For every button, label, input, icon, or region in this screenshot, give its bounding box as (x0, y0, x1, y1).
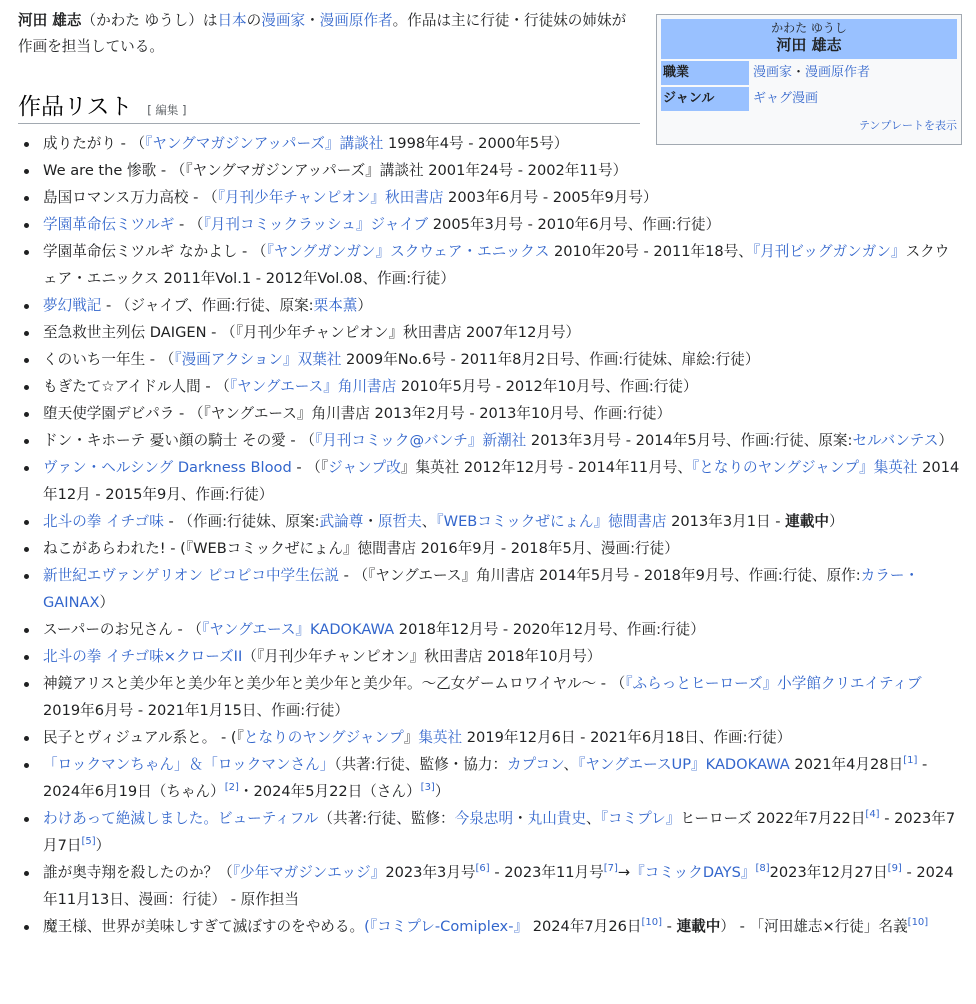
infobox-label: 職業 (661, 61, 749, 85)
wiki-link[interactable]: 新潮社 (482, 432, 527, 449)
text-run: ・ (305, 12, 320, 29)
text-run: ） (828, 513, 844, 530)
text-run: ） (95, 837, 111, 854)
work-item (18, 535, 962, 562)
text-run: スーパーのお兄さん - （ (43, 621, 203, 638)
text-run: - (662, 918, 677, 935)
work-item (18, 130, 962, 157)
citation-link[interactable]: [10] (907, 917, 929, 929)
citation-link[interactable]: [2] (224, 782, 239, 794)
text-run: ） (357, 297, 372, 314)
wiki-link[interactable]: スクウェア・エニックス (390, 243, 550, 260)
works-list (18, 130, 962, 940)
citation-link[interactable]: [6] (475, 863, 490, 875)
wiki-link[interactable]: 角川書店 (337, 378, 397, 395)
infobox-header (661, 19, 957, 59)
wiki-link[interactable]: 今泉忠明 (454, 810, 514, 827)
work-item (18, 805, 962, 859)
infobox-name: 河田 雄志 (776, 36, 842, 54)
work-item (18, 346, 962, 373)
text-run: - 2023年7月7日 (43, 810, 956, 854)
citation-link[interactable]: [1] (903, 755, 918, 767)
text-run: 2010年5月号 - 2012年10月号、作画:行徒） (396, 378, 698, 395)
text-run: 誰が奥寺翔を殺したのか？（ (43, 864, 233, 881)
wiki-link[interactable]: 『月刊ビッグガンガン』 (752, 243, 906, 260)
text-run: 2014年12月 - 2015年9月、作画:行徒） (43, 459, 960, 503)
text-run: 』 (403, 729, 419, 746)
work-item (18, 238, 962, 292)
wiki-link[interactable]: 『ヤングガンガン』 (266, 243, 391, 260)
section-title: 作品リスト (18, 94, 133, 120)
work-item (18, 616, 962, 643)
infobox-label: ジャンル (661, 87, 749, 111)
text-run: 、 (563, 756, 579, 773)
text-run: - （ジャイブ、作画:行徒、原案: (101, 297, 314, 314)
work-item (18, 184, 962, 211)
wiki-link[interactable]: 『コミックDAYS』 (630, 864, 756, 881)
wiki-link[interactable]: 漫画原作者 (319, 12, 393, 29)
show-template-text[interactable]: テンプレートを表示 (858, 119, 957, 132)
text-run: 、 (421, 513, 437, 530)
text-run: （『月刊少年チャンピオン』秋田書店 2018年10月号） (242, 648, 602, 665)
bold-text: 河田 雄志 (18, 12, 82, 29)
work-item (18, 292, 962, 319)
wiki-link[interactable]: 学園革命伝ミツルギ (43, 216, 175, 233)
text-run: 魔王様、世界が美味しすぎて滅ぼすのをやめる。 (43, 918, 365, 935)
wiki-link[interactable]: 漫画原作者 (805, 65, 871, 80)
work-item (18, 157, 962, 184)
text-run: 堕天使学園デビパラ - （『ヤングエース』角川書店 2013年2月号 - 2013年10月号、作画:行徒） (43, 405, 672, 422)
citation-link[interactable]: [10] (641, 917, 663, 929)
wiki-link[interactable]: 「ロックマンちゃん」＆「ロックマンさん」 (43, 756, 335, 773)
work-item (18, 508, 962, 535)
wiki-link[interactable]: 集英社 (418, 729, 463, 746)
wiki-link[interactable]: となりのヤングジャンプ (243, 729, 404, 746)
work-item (18, 373, 962, 400)
wiki-link[interactable]: 丸山貴史 (527, 810, 587, 827)
section-heading (18, 88, 640, 124)
text-run: ・ (363, 513, 378, 530)
wiki-link[interactable]: 『ヤングエースUP』 (578, 756, 706, 773)
text-run: ドン・キホーテ 憂い顔の騎士 その愛 - （ (43, 432, 315, 449)
text-run: （共著:行徒、監修・協力： (334, 756, 508, 773)
wiki-link[interactable]: 『ヤングエース』 (229, 378, 338, 395)
text-run: 2009年No.6号 - 2011年8月2日号、作画:行徒妹、扉絵:行徒） (341, 351, 760, 368)
infobox-ruby: かわた ゆうし (771, 21, 847, 35)
wiki-link[interactable]: 『WEBコミックぜにょん』 (436, 513, 609, 530)
work-item (18, 643, 962, 670)
text-run: - 2024年11月13日、漫画：行徒） - 原作担当 (43, 864, 954, 908)
intro-paragraph (18, 8, 640, 60)
text-run: - （『ヤングエース』角川書店 2014年5月号 - 2018年9月号、作画:行徒、原作: (338, 567, 861, 584)
text-run: ・ (792, 65, 806, 80)
wiki-link[interactable]: 秋田書店 (385, 189, 444, 206)
text-run: 』集英社 2012年12月号 - 2014年11月号、 (400, 459, 692, 476)
wiki-link[interactable]: 武論尊 (319, 513, 364, 530)
text-run: （共著:行徒、監修： (318, 810, 455, 827)
text-run: 。作品は主に行徒・行徒妹の姉妹が作画を担当している。 (18, 12, 627, 55)
citation-link[interactable]: [7] (603, 863, 618, 875)
text-run: - （『 (291, 459, 329, 476)
text-run: くのいち一年生 - （ (43, 351, 175, 368)
wiki-link[interactable]: 北斗の拳 イチゴ味 (43, 513, 164, 530)
text-run: ねこがあらわれた! - (『WEBコミックぜにょん』徳間書店 2016年9月 - 2018年5月、漫画:行徒） (43, 540, 679, 557)
text-run: 2023年3月号 (385, 864, 476, 881)
text-run: 2018年12月号 - 2020年12月号、作画:行徒） (394, 621, 705, 638)
text-run: 学園革命伝ミツルギ なかよし - （ (43, 243, 267, 260)
work-item (18, 211, 962, 238)
wiki-link[interactable]: 徳間書店 (608, 513, 667, 530)
text-run: 民子とヴィジュアル系と。 - (『 (43, 729, 244, 746)
wiki-link[interactable]: KADOKAWA (705, 756, 790, 773)
wiki-link[interactable]: 日本 (217, 12, 247, 29)
wiki-link[interactable]: 『月刊少年チャンピオン』 (217, 189, 386, 206)
wiki-link[interactable]: セルバンテス (852, 432, 939, 449)
wiki-link[interactable]: 『ふらっとヒーローズ』 (625, 675, 778, 692)
text-run: 2013年3月1日 - (666, 513, 786, 530)
text-run: - （ (174, 216, 204, 233)
work-item (18, 400, 962, 427)
wiki-link[interactable]: 双葉社 (297, 351, 342, 368)
work-item (18, 562, 962, 616)
text-run: ） (434, 783, 450, 800)
text-run: 2019年12月6日 - 2021年6月18日、作画:行徒） (462, 729, 792, 746)
text-run: 神鏡アリスと美少年と美少年と美少年と美少年と美少年。～乙女ゲームロワイヤル～ - （ (43, 675, 626, 692)
text-run: ） - 「河田雄志×行徒」名義 (720, 918, 908, 935)
citation-link[interactable]: [3] (420, 782, 435, 794)
wiki-link[interactable]: (『コミプレ-Comiplex-』 (364, 918, 529, 935)
text-run: 2019年6月号 - 2021年1月15日、作画:行徒） (43, 702, 350, 719)
wiki-link[interactable]: 漫画家 (261, 12, 306, 29)
wiki-link[interactable]: 漫画家 (753, 65, 793, 80)
citation-link[interactable]: [8] (755, 863, 770, 875)
wiki-link[interactable]: 『ヤングエース』KADOKAWA (202, 621, 395, 638)
text-run: 2013年3月号 - 2014年5月号、作画:行徒、原案: (526, 432, 853, 449)
text-run: 島国ロマンス万力高校 - （ (43, 189, 218, 206)
work-item (18, 454, 962, 508)
wiki-link[interactable]: 原哲夫 (377, 513, 422, 530)
wiki-link[interactable]: ジャンプ改 (328, 459, 401, 476)
infobox-value (749, 87, 957, 111)
citation-link[interactable]: [9] (887, 863, 902, 875)
wiki-link[interactable]: 『月刊コミックラッシュ』 (203, 216, 371, 233)
text-run: 、 (586, 810, 601, 827)
edit-section-link[interactable]: [ 編集 ] (147, 103, 187, 117)
text-run: 2010年20号 - 2011年18号、 (549, 243, 753, 260)
text-run: スクウェア・エニックス 2011年Vol.1 - 2012年Vol.08、作画:行徒） (43, 243, 950, 287)
work-item (18, 427, 962, 454)
text-run: 1998年4号 - 2000年5号） (383, 135, 569, 152)
text-run: ） (938, 432, 954, 449)
wiki-link[interactable]: 新世紀エヴァンゲリオン ピコピコ中学生伝説 (43, 567, 339, 584)
wiki-link[interactable]: 『ヤングマガジンアッパーズ』 (145, 135, 340, 152)
bold-text: 連載中 (676, 918, 721, 935)
wiki-link[interactable]: 栗本薫 (313, 297, 358, 314)
wiki-link[interactable]: 集英社 (873, 459, 918, 476)
wiki-link[interactable]: 『コミプレ』 (600, 810, 681, 827)
text-run: （かわた ゆうし）は (81, 12, 218, 29)
work-item (18, 670, 962, 724)
text-run: の (246, 12, 262, 29)
text-run: もぎたて☆アイドル人間 - （ (43, 378, 230, 395)
text-run: ） (99, 594, 115, 611)
text-run: 2023年12月27日 (769, 864, 888, 881)
text-run: 2021年4月28日 (789, 756, 904, 773)
wiki-link[interactable]: ジャイブ (370, 216, 429, 233)
text-run: ・ (513, 810, 528, 827)
text-run: 至急救世主列伝 DAIGEN - （『月刊少年チャンピオン』秋田書店 2007年12月号） (43, 324, 581, 341)
text-run: - 2023年11月号 (489, 864, 604, 881)
wiki-link[interactable]: ヴァン・ヘルシング Darkness Blood (43, 459, 292, 476)
work-item (18, 724, 962, 751)
infobox-row-occupation (661, 61, 957, 85)
text-run: 2024年7月26日 (528, 918, 642, 935)
citation-link[interactable]: [5] (81, 836, 96, 848)
wiki-link[interactable]: 講談社 (339, 135, 384, 152)
text-run: ヒーローズ 2022年7月22日 (680, 810, 866, 827)
infobox-row-genre (661, 87, 957, 111)
wiki-link[interactable]: 夢幻戦記 (43, 297, 102, 314)
text-run: We are the 惨歌 - （『ヤングマガジンアッパーズ』講談社 2001年24号 - 2002年11号） (43, 162, 628, 179)
wiki-link[interactable]: 『少年マガジンエッジ』 (232, 864, 386, 881)
text-run: → (617, 864, 631, 881)
text-run: 成りたがり - （ (43, 135, 146, 152)
wiki-link[interactable]: わけあって絶滅しました。ビューティフル (43, 810, 319, 827)
wiki-link[interactable]: 『月刊コミック@バンチ』 (314, 432, 483, 449)
infobox (656, 14, 962, 145)
wiki-link[interactable]: 小学館クリエイティブ (777, 675, 922, 692)
work-item (18, 913, 962, 940)
text-run: - （作画:行徒妹、原案: (163, 513, 320, 530)
work-item (18, 751, 962, 805)
wiki-link[interactable]: カラー・GAINAX (43, 567, 920, 611)
wiki-link[interactable]: 『となりのヤングジャンプ』 (691, 459, 874, 476)
wiki-link[interactable]: ギャグ漫画 (753, 91, 819, 106)
infobox-value (749, 61, 957, 85)
wiki-link[interactable]: カプコン (507, 756, 564, 773)
wiki-link[interactable]: 北斗の拳 イチゴ味×クローズII (43, 648, 243, 665)
text-run: - 2024年6月19日（ちゃん） (43, 756, 928, 800)
wiki-link[interactable]: 『漫画アクション』 (174, 351, 298, 368)
bold-text: 連載中 (785, 513, 829, 530)
text-run: ・2024年5月22日（さん） (238, 783, 421, 800)
work-item (18, 319, 962, 346)
work-item (18, 859, 962, 913)
citation-link[interactable]: [4] (865, 809, 880, 821)
text-run: 2005年3月号 - 2010年6月号、作画:行徒） (428, 216, 721, 233)
text-run: 2003年6月号 - 2005年9月号） (443, 189, 658, 206)
